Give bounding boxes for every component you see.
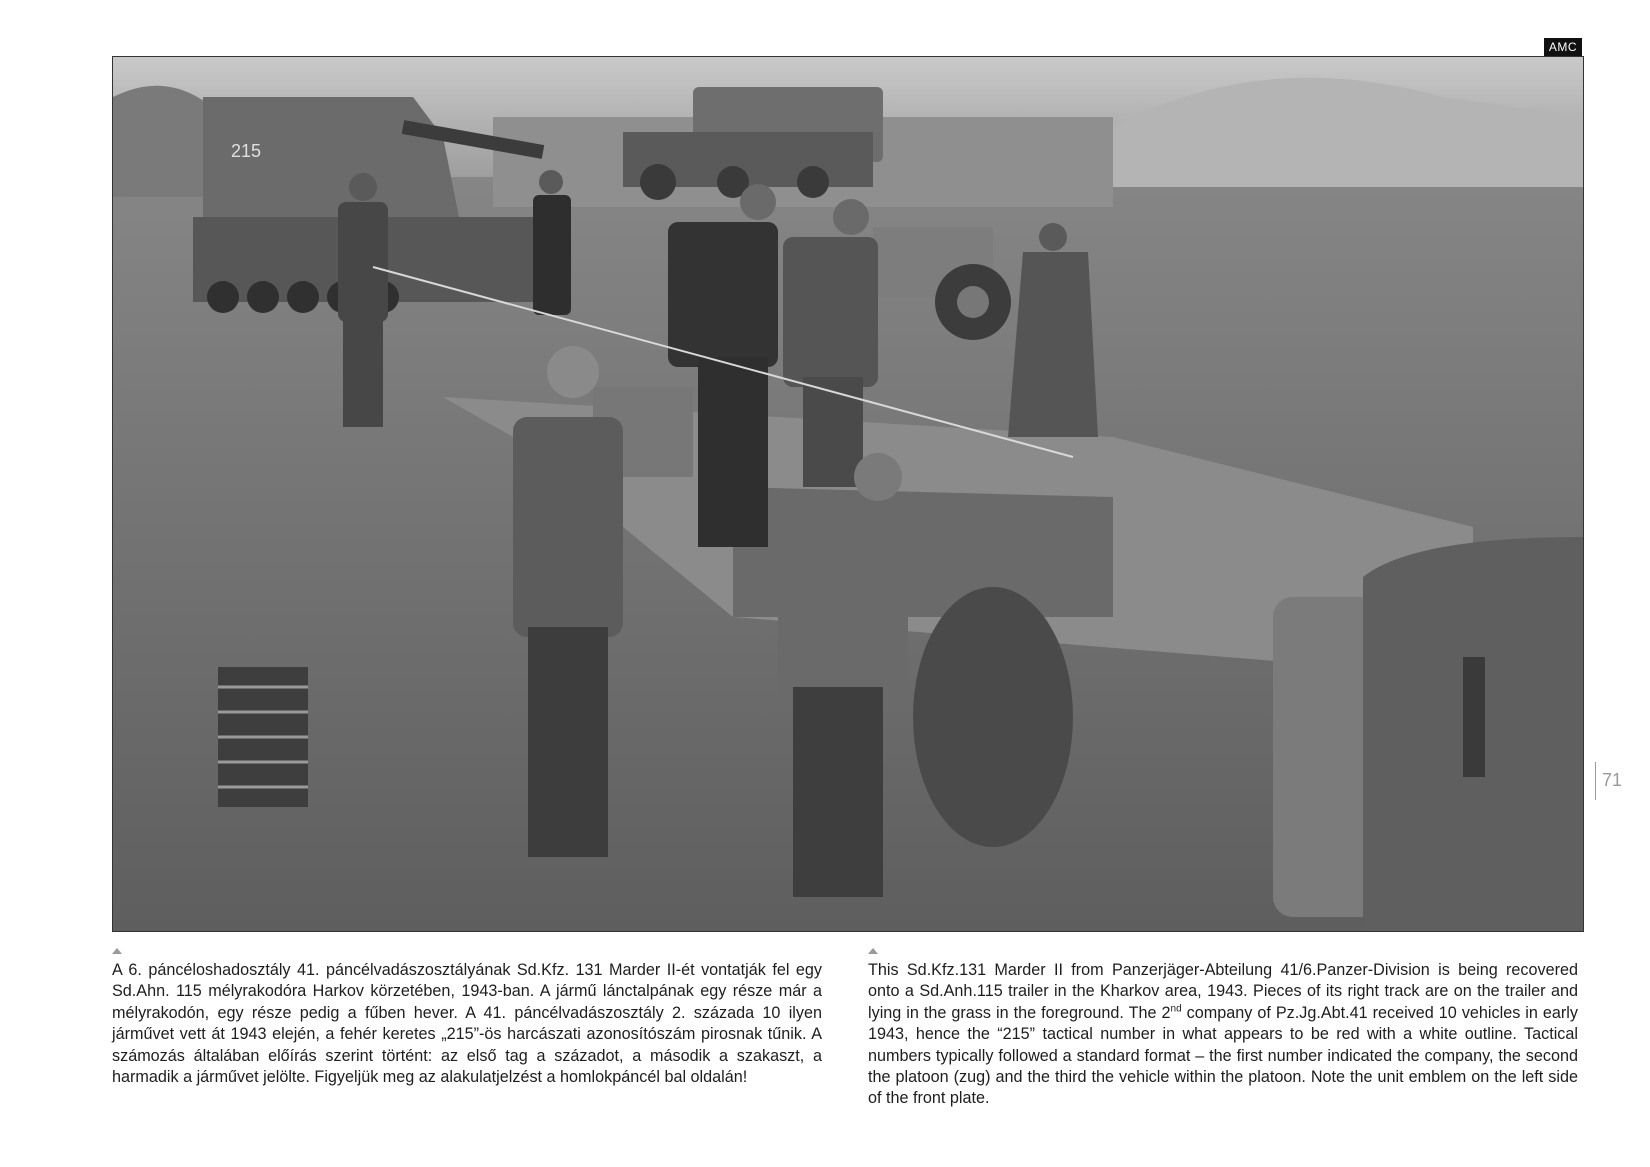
svg-text:215: 215: [231, 141, 262, 161]
page-number: 71: [1602, 770, 1623, 790]
caption-marker-icon: [112, 948, 122, 954]
publisher-badge: AMC: [1544, 38, 1582, 56]
caption-hungarian: [112, 960, 822, 1088]
historical-photo: [112, 56, 1584, 932]
caption-english-text: [868, 960, 1578, 1110]
recovery-vehicle-rear: [1363, 537, 1583, 931]
track-segments: [218, 667, 308, 807]
page-number-rule: [1595, 762, 1596, 800]
caption-hungarian-text: A 6. páncéloshadosztály 41. páncélvadászosztályának Sd.Kfz. 131 Marder II-ét vontatják fel egy Sd.Ahn. 115 mélyrakodóra Harkov körzetében, 1943-ban. A jármű lánctalpának egy része már a mélyrakodón, egy része pedig a fűben hever. A 41. páncélvadászosztály 2. százada 10 ilyen járművet vett át 1943 elején, a fehér keretes „215”-ös harcászati azonosítószám pirosnak tűnik. A számozás általában előírás szerint történt: az első tag a századot, a második a szakaszt, a harmadik a járművet jelölte. Figyeljük meg az alakulatjelzést a homlokpáncél bal oldalán!: [112, 961, 822, 1087]
photo-illustration: [113, 57, 1583, 931]
caption-english-part2: company of Pz.Jg.Abt.41 received 10 vehicles in early 1943, hence the “215” tactical number in what appears to be red with a white outline. Tactical numbers typically followed a standard format – the first number indicated the company, the second the platoon (zug) and the third the vehicle within the platoon. Note the unit emblem on the left side of the front plate.: [868, 1003, 1578, 1108]
caption-english-superscript: nd: [1170, 1003, 1182, 1015]
caption-marker-icon: [868, 948, 878, 954]
caption-english: [868, 960, 1578, 1110]
caption-english-part1: This Sd.Kfz.131 Marder II from Panzerjäger-Abteilung 41/6.Panzer-Division is being recovered onto a Sd.Anh.115 trailer in the Kharkov area, 1943. Pieces of its right track are on the trailer and lying in the grass in the foreground. The 2: [868, 961, 1578, 1022]
